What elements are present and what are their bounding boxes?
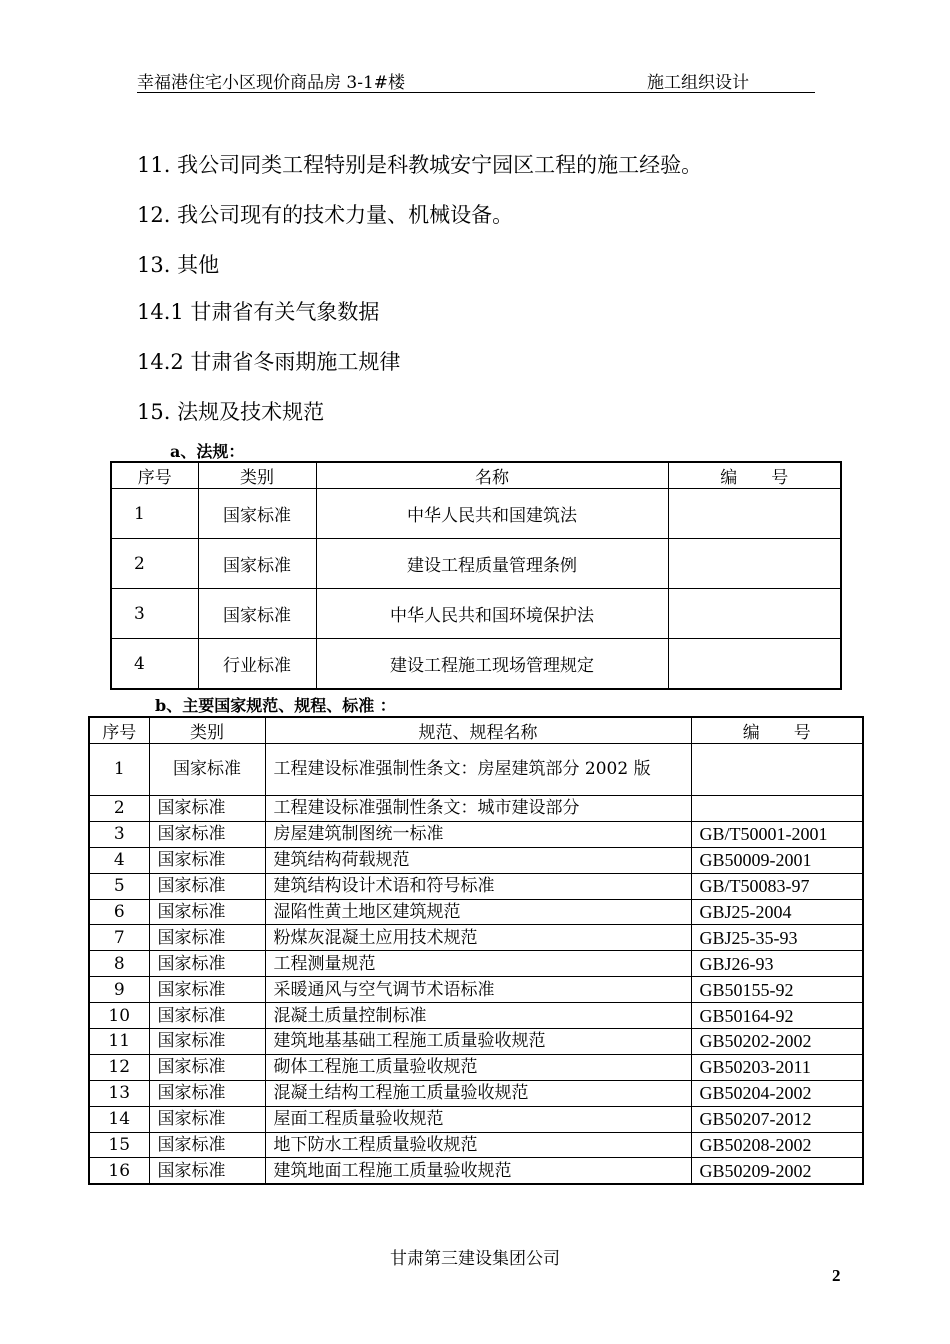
header-cell-code: 编 号	[691, 717, 863, 744]
table-row	[89, 1080, 863, 1106]
table-row	[89, 873, 863, 899]
cell-no: 8	[89, 951, 149, 977]
cell-name: 建筑结构荷载规范	[265, 847, 691, 873]
cell-name: 采暖通风与空气调节术语标准	[265, 977, 691, 1003]
table-row	[111, 589, 841, 639]
cell-no: 3	[89, 821, 149, 847]
cell-name: 地下防水工程质量验收规范	[265, 1132, 691, 1158]
cell-code: GB50009-2001	[691, 847, 863, 873]
header-cell-name: 名称	[316, 462, 668, 489]
cell-code: GB50207-2012	[691, 1106, 863, 1132]
cell-category: 国家标准	[198, 539, 316, 589]
cell-category: 行业标准	[198, 639, 316, 690]
cell-name: 砌体工程施工质量验收规范	[265, 1054, 691, 1080]
cell-code	[668, 639, 841, 690]
cell-category: 国家标准	[149, 1158, 265, 1184]
cell-category: 国家标准	[149, 847, 265, 873]
cell-name: 湿陷性黄土地区建筑规范	[265, 899, 691, 925]
cell-name: 中华人民共和国建筑法	[316, 489, 668, 539]
cell-no: 2	[111, 539, 198, 589]
table-row	[89, 925, 863, 951]
cell-category: 国家标准	[149, 821, 265, 847]
cell-no: 11	[89, 1029, 149, 1055]
cell-name: 建筑结构设计术语和符号标准	[265, 873, 691, 899]
cell-category: 国家标准	[149, 1080, 265, 1106]
cell-no: 4	[111, 639, 198, 690]
cell-no: 16	[89, 1158, 149, 1184]
cell-code	[691, 744, 863, 796]
cell-name: 工程建设标准强制性条文：城市建设部分	[265, 796, 691, 822]
cell-code	[668, 589, 841, 639]
table-row	[89, 951, 863, 977]
cell-category: 国家标准	[198, 589, 316, 639]
cell-no: 4	[89, 847, 149, 873]
table-row	[89, 899, 863, 925]
table-row	[89, 1054, 863, 1080]
cell-code: GB50208-2002	[691, 1132, 863, 1158]
header-cell-name: 规范、规程名称	[265, 717, 691, 744]
cell-name: 混凝土结构工程施工质量验收规范	[265, 1080, 691, 1106]
cell-category: 国家标准	[149, 1029, 265, 1055]
cell-code: GBJ25-35-93	[691, 925, 863, 951]
cell-no: 1	[111, 489, 198, 539]
cell-name: 粉煤灰混凝土应用技术规范	[265, 925, 691, 951]
cell-name: 建设工程质量管理条例	[316, 539, 668, 589]
cell-code: GB50164-92	[691, 1003, 863, 1029]
cell-code: GB50204-2002	[691, 1080, 863, 1106]
cell-no: 12	[89, 1054, 149, 1080]
cell-code: GB/T50001-2001	[691, 821, 863, 847]
table-header-row	[89, 717, 863, 744]
cell-category: 国家标准	[149, 977, 265, 1003]
list-item: 12. 我公司现有的技术力量、机械设备。	[137, 203, 514, 227]
list-item: 11. 我公司同类工程特别是科教城安宁园区工程的施工经验。	[137, 153, 703, 177]
cell-no: 5	[89, 873, 149, 899]
cell-category: 国家标准	[149, 744, 265, 796]
table-row	[89, 1132, 863, 1158]
table-row	[89, 1106, 863, 1132]
list-item: 13. 其他	[137, 253, 220, 277]
table-row	[89, 796, 863, 822]
table-row	[111, 639, 841, 690]
cell-code: GB50202-2002	[691, 1029, 863, 1055]
cell-category: 国家标准	[198, 489, 316, 539]
table-row	[89, 977, 863, 1003]
cell-no: 9	[89, 977, 149, 1003]
cell-name: 混凝土质量控制标准	[265, 1003, 691, 1029]
cell-name: 屋面工程质量验收规范	[265, 1106, 691, 1132]
table-row	[111, 539, 841, 589]
list-item: 15. 法规及技术规范	[137, 400, 325, 424]
cell-code	[668, 489, 841, 539]
header-cell-no: 序号	[111, 462, 198, 489]
list-item: 14.1 甘肃省有关气象数据	[137, 300, 380, 324]
cell-no: 1	[89, 744, 149, 796]
header-project-title: 幸福港住宅小区现价商品房 3-1#楼	[137, 73, 406, 93]
cell-code	[691, 796, 863, 822]
footer-company: 甘肃第三建设集团公司	[390, 1249, 560, 1269]
header-cell-category: 类别	[149, 717, 265, 744]
table-row	[111, 489, 841, 539]
cell-category: 国家标准	[149, 1003, 265, 1029]
table-row	[89, 744, 863, 796]
cell-code: GB50209-2002	[691, 1158, 863, 1184]
cell-category: 国家标准	[149, 1054, 265, 1080]
table-b-caption: b、主要国家规范、规程、标准 ：	[155, 696, 396, 715]
cell-no: 6	[89, 899, 149, 925]
cell-no: 13	[89, 1080, 149, 1106]
cell-name: 房屋建筑制图统一标准	[265, 821, 691, 847]
cell-no: 10	[89, 1003, 149, 1029]
table-row	[89, 1003, 863, 1029]
cell-category: 国家标准	[149, 951, 265, 977]
table-row	[89, 821, 863, 847]
regulations-table	[110, 461, 842, 690]
cell-name: 建筑地基基础工程施工质量验收规范	[265, 1029, 691, 1055]
cell-category: 国家标准	[149, 899, 265, 925]
cell-category: 国家标准	[149, 873, 265, 899]
cell-name: 建设工程施工现场管理规定	[316, 639, 668, 690]
cell-code: GB50203-2011	[691, 1054, 863, 1080]
page-number: 2	[832, 1266, 841, 1285]
cell-category: 国家标准	[149, 1132, 265, 1158]
table-header-row	[111, 462, 841, 489]
table-row	[89, 1158, 863, 1184]
cell-no: 14	[89, 1106, 149, 1132]
cell-name: 工程测量规范	[265, 951, 691, 977]
cell-category: 国家标准	[149, 925, 265, 951]
cell-code: GB50155-92	[691, 977, 863, 1003]
table-a-caption: a、法规：	[170, 442, 245, 461]
standards-table	[88, 716, 864, 1185]
cell-name: 建筑地面工程施工质量验收规范	[265, 1158, 691, 1184]
cell-category: 国家标准	[149, 1106, 265, 1132]
table-row	[89, 1029, 863, 1055]
header-cell-code: 编 号	[668, 462, 841, 489]
cell-category: 国家标准	[149, 796, 265, 822]
page-header	[137, 68, 815, 93]
cell-code: GBJ26-93	[691, 951, 863, 977]
cell-code	[668, 539, 841, 589]
table-row	[89, 847, 863, 873]
cell-no: 2	[89, 796, 149, 822]
list-item: 14.2 甘肃省冬雨期施工规律	[137, 350, 401, 374]
cell-no: 3	[111, 589, 198, 639]
cell-no: 7	[89, 925, 149, 951]
cell-name: 工程建设标准强制性条文：房屋建筑部分 2002 版	[265, 744, 691, 796]
header-document-title: 施工组织设计	[647, 73, 749, 93]
cell-name: 中华人民共和国环境保护法	[316, 589, 668, 639]
header-cell-category: 类别	[198, 462, 316, 489]
cell-code: GBJ25-2004	[691, 899, 863, 925]
cell-code: GB/T50083-97	[691, 873, 863, 899]
cell-no: 15	[89, 1132, 149, 1158]
header-cell-no: 序号	[89, 717, 149, 744]
